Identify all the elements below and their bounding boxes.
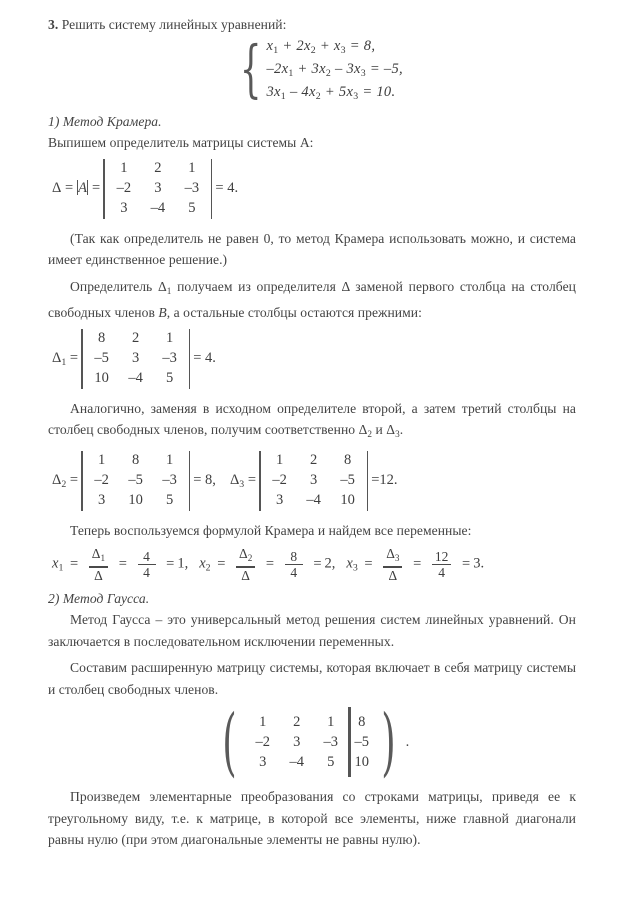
delta23-intro: Аналогично, заменяя в исходном определителе второй, а затем третий столбцы на столбец свободных членов, получим соответственно $\Delta_2$ и $\Delta_3$.	[48, 400, 576, 440]
cell: 3	[120, 200, 128, 217]
table-row	[352, 752, 372, 772]
fraction-denominator: Δ	[388, 567, 398, 583]
table-row	[107, 199, 209, 219]
fraction-denominator: Δ	[241, 567, 250, 583]
equation-3: $3x_1 - 4x_2 + 5x_3 = 10$.	[266, 83, 396, 102]
fraction-delta2-over-delta	[236, 546, 255, 582]
gauss-paragraph-1: Метод Гаусса – это универсальный метод решения систем линейных уравнений. Он заключается в последовательном исключении переменных.	[48, 612, 576, 649]
solution-x2-value: 2	[324, 555, 332, 572]
cell: 3	[98, 492, 106, 509]
cell: 8	[132, 452, 140, 469]
fraction-numerator: $\Delta_1$	[91, 546, 106, 564]
augmented-divider-bar-2	[349, 707, 351, 777]
cramer-heading	[48, 111, 576, 133]
cell: 1	[188, 160, 196, 177]
cell: –5	[128, 472, 143, 489]
matrix-delta	[107, 159, 209, 219]
det-left-bar	[259, 451, 261, 511]
fraction-denominator: 4	[143, 565, 150, 581]
solution-x3-value: 3	[473, 555, 481, 572]
right-paren-symbol: )	[380, 699, 396, 786]
determinant-delta2-matrix	[81, 451, 190, 511]
determinant-delta-label: Δ = A =	[52, 180, 101, 197]
determinant-delta1-result: = 4.	[193, 350, 216, 367]
cell: 3	[154, 180, 162, 197]
fraction-numerator: 4	[143, 548, 150, 564]
fraction-denominator: Δ	[94, 567, 103, 583]
fraction-4-over-4	[138, 549, 156, 580]
cell: 10	[128, 492, 143, 509]
cell: –3	[323, 733, 338, 750]
cell: 2	[309, 452, 318, 469]
cell: 10	[354, 753, 369, 770]
cell: –4	[150, 200, 166, 217]
cell: 1	[166, 452, 174, 469]
equation-1: $x_1 + 2x_2 + x_3 = 8$,	[266, 37, 376, 56]
table-row	[263, 471, 365, 491]
determinant-delta1-block	[48, 329, 576, 389]
cell: –2	[272, 472, 287, 489]
cramer-intro: Выпишем определитель матрицы системы A:	[48, 135, 314, 151]
cell: 3	[132, 350, 140, 367]
cell: 5	[327, 753, 335, 770]
cell: 10	[94, 370, 109, 387]
table-row	[263, 491, 365, 511]
cell: 10	[340, 492, 355, 509]
cell: 2	[154, 160, 162, 177]
matrix-delta1	[85, 329, 187, 389]
cell: –5	[354, 733, 369, 750]
gauss-paragraph-3: Произведем элементарные преобразования со строками матрицы, приведя ее к треугольному виду, т.е. к матрице, в которой все элементы, ниже главной диагонали равны нулю (при этом диагональные элементы не равны нулю).	[48, 789, 576, 848]
det-right-bar	[211, 159, 213, 219]
fraction-numerator: $\Delta_2$	[239, 546, 253, 564]
determinant-delta2-result: = 8,	[193, 472, 216, 489]
table-row	[85, 471, 187, 491]
gauss-heading	[48, 588, 576, 610]
equation-2: $-2x_1 + 3x_2 - 3x_3 = -5$,	[266, 60, 403, 79]
solution-x1-value: 1	[177, 555, 185, 572]
cell: 8	[98, 330, 106, 347]
table-row	[246, 712, 348, 732]
table-row	[107, 159, 209, 179]
cell: 1	[166, 330, 174, 347]
cell: 3	[293, 733, 301, 750]
determinant-delta3-matrix	[259, 451, 368, 511]
fraction-delta1-over-delta	[89, 546, 108, 582]
cell: –2	[255, 733, 270, 750]
cell: –3	[162, 472, 177, 489]
cell: –3	[162, 350, 177, 367]
table-row	[85, 491, 187, 511]
cell: 5	[188, 200, 196, 217]
fraction-delta3-over-delta	[383, 546, 402, 582]
solution-x2-tail: ,	[331, 555, 336, 572]
cell: 1	[98, 452, 106, 469]
determinant-delta3-label: $\Delta_3$ =	[229, 471, 256, 490]
left-brace-symbol: {	[239, 31, 262, 105]
table-row	[246, 732, 348, 752]
det-right-bar	[189, 451, 191, 511]
cell: 1	[120, 160, 128, 177]
cell: –4	[128, 370, 143, 387]
system-of-equations	[48, 31, 576, 105]
cramer-heading-text: 1) Метод Крамера.	[48, 113, 162, 129]
fraction-numerator: 12	[434, 548, 449, 564]
cell: –4	[289, 753, 304, 770]
fraction-denominator: 4	[290, 565, 298, 581]
solution-x1: $x_1$ = $\frac{\Delta_1}{\Delta}$ = $\frac{4}{4}$ = 1,	[52, 546, 189, 583]
fraction-12-over-4	[432, 549, 452, 580]
solution-x3: $x_3$ = $\frac{\Delta_3}{\Delta}$ = $\frac{12}{4}$ = 3.	[346, 546, 485, 583]
task-number: 3.	[48, 17, 59, 32]
determinant-delta1-matrix	[81, 329, 190, 389]
cell: 5	[166, 492, 174, 509]
table-row	[246, 752, 348, 772]
determinant-delta1-label: $\Delta_1$ =	[52, 349, 79, 368]
cramer-formula-intro: Теперь воспользуемся формулой Крамера и найдем все переменные:	[70, 522, 472, 538]
cell: –3	[184, 180, 200, 197]
det-left-bar	[81, 451, 83, 511]
det-right-bar	[367, 451, 369, 511]
cell: 2	[293, 713, 301, 730]
cramer-solutions-row	[48, 546, 576, 582]
task-heading	[48, 14, 576, 36]
table-row	[352, 732, 372, 752]
matrix-delta3	[263, 451, 365, 511]
cell: 2	[132, 330, 140, 347]
task-title: Решить систему линейных уравнений:	[61, 17, 287, 32]
determinant-delta2-label: $\Delta_2$ =	[52, 471, 79, 490]
left-paren-symbol: (	[222, 699, 237, 786]
det-left-bar	[103, 159, 105, 219]
cell: 8	[358, 713, 366, 730]
cell: 5	[166, 370, 174, 387]
cell: 8	[343, 452, 352, 469]
determinant-delta-result: = 4.	[215, 180, 239, 197]
cell: 3	[275, 492, 284, 509]
determinant-delta-block	[48, 159, 576, 219]
solution-x1-tail: ,	[184, 555, 189, 572]
gauss-heading-text: 2) Метод Гаусса.	[48, 590, 150, 606]
cell: –4	[306, 492, 321, 509]
delta1-intro: Определитель $\Delta_1$ получаем из определителя Δ заменой первого столбца на столбец свободных членов B, а остальные столбцы остаются прежними:	[48, 278, 576, 321]
cell: 3	[309, 472, 318, 489]
system-equations-list	[267, 38, 403, 102]
table-row	[85, 451, 187, 471]
fraction-numerator: 8	[290, 548, 298, 564]
table-row	[263, 451, 365, 471]
cell: 1	[259, 713, 267, 730]
cell: 3	[259, 753, 267, 770]
fraction-denominator: 4	[438, 565, 446, 581]
page-content	[48, 14, 576, 851]
determinant-delta2-delta3-row	[48, 451, 576, 511]
det-right-bar	[189, 329, 191, 389]
cell: 1	[327, 713, 335, 730]
determinant-delta-matrix	[103, 159, 212, 219]
augmented-matrix-constants	[352, 712, 372, 772]
augmented-matrix-punct: .	[405, 733, 410, 750]
determinant-delta3-result: =12.	[371, 472, 398, 489]
cramer-note: (Так как определитель не равен 0, то метод Крамера использовать можно, и система имеет единственное решение.)	[48, 230, 576, 268]
gauss-paragraph-2: Составим расширенную матрицу системы, которая включает в себя матрицу системы и столбец свободных членов.	[48, 660, 576, 697]
matrix-delta2	[85, 451, 187, 511]
cell: –2	[116, 180, 132, 197]
table-row	[107, 179, 209, 199]
fraction-8-over-4	[285, 549, 303, 580]
det-left-bar	[81, 329, 83, 389]
cell: –5	[340, 472, 355, 489]
table-row	[85, 349, 187, 369]
cell: –5	[94, 350, 109, 367]
cell: 1	[275, 452, 284, 469]
table-row	[352, 712, 372, 732]
fraction-numerator: $\Delta_3$	[386, 546, 400, 564]
table-row	[85, 369, 187, 389]
table-row	[85, 329, 187, 349]
augmented-matrix-block	[48, 699, 576, 786]
solution-x3-tail: .	[480, 555, 485, 572]
solution-x2: $x_2$ = $\frac{\Delta_2}{\Delta}$ = $\frac{8}{4}$ = 2,	[199, 546, 336, 583]
cell: –2	[94, 472, 109, 489]
augmented-matrix-coeffs	[246, 712, 348, 772]
